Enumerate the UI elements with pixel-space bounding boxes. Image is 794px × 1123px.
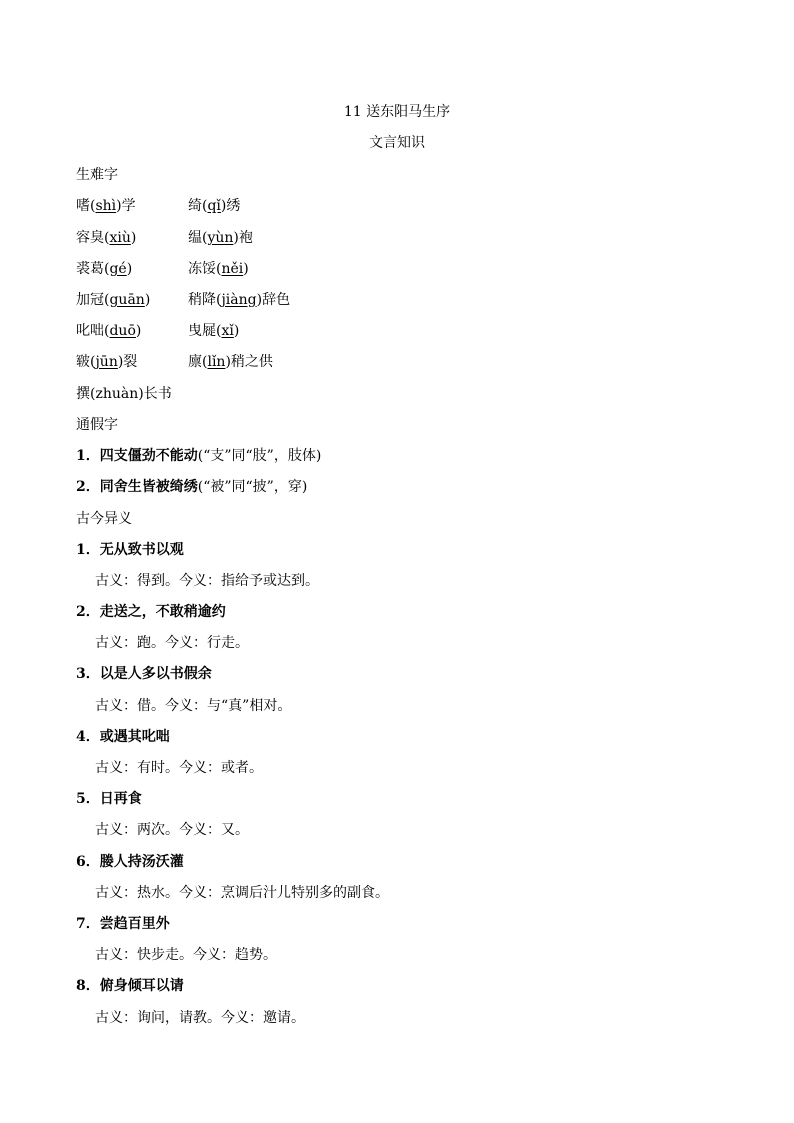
rare-char-left: 撰(zhuàn)长书: [76, 386, 172, 402]
rare-char-right: 缊(yùn)袍: [188, 230, 253, 246]
gujin-meaning: 古义：询问，请教。今义：邀请。: [95, 1010, 305, 1026]
gujin-phrase: 4．或遇其叱咄: [76, 729, 170, 745]
lesson-title: 11 送东阳马生序: [343, 104, 451, 120]
gujin-phrase: 3．以是人多以书假余: [76, 666, 212, 682]
gujin-meaning: 古义：两次。今义：又。: [95, 822, 249, 838]
pinyin: lǐn: [207, 354, 226, 370]
gujin-phrase: 7．尝趋百里外: [76, 916, 170, 932]
rare-char-left: 嗜(shì)学: [76, 198, 136, 214]
pinyin: duō: [109, 323, 136, 339]
pinyin: něi: [221, 261, 244, 277]
rare-char-left: 容臭(xiù): [76, 230, 137, 246]
pinyin: guān: [109, 292, 145, 308]
rare-char-right: 廪(lǐn)稍之供: [188, 354, 273, 370]
tongjia-item: 1．四支僵劲不能动(“支”同“肢”，肢体): [76, 448, 322, 464]
rare-char-left: 裘葛(gé): [76, 261, 133, 277]
gujin-heading: 古今异义: [76, 511, 132, 527]
gujin-meaning: 古义：热水。今义：烹调后汁儿特别多的副食。: [95, 885, 389, 901]
pinyin: xiù: [109, 230, 131, 246]
pinyin: qǐ: [207, 198, 221, 214]
gujin-meaning: 古义：快步走。今义：趋势。: [95, 947, 277, 963]
section-title: 文言知识: [369, 135, 425, 151]
gujin-meaning: 古义：借。今义：与“真”相对。: [95, 698, 292, 714]
tongjia-item: 2．同舍生皆被绮绣(“被”同“披”，穿): [76, 479, 308, 495]
pinyin: yùn: [207, 230, 234, 246]
rare-char-left: 皲(jūn)裂: [76, 354, 138, 370]
rare-char-left: 加冠(guān): [76, 292, 151, 308]
pinyin: jūn: [95, 354, 118, 370]
gujin-meaning: 古义：有时。今义：或者。: [95, 760, 263, 776]
rare-char-left: 叱咄(duō): [76, 323, 142, 339]
rare-chars-heading: 生难字: [76, 167, 118, 183]
rare-char-right: 绮(qǐ)绣: [188, 198, 241, 214]
pinyin: jiàng: [221, 292, 257, 308]
gujin-meaning: 古义：得到。今义：指给予或达到。: [95, 573, 319, 589]
pinyin: gé: [109, 261, 127, 277]
pinyin: xǐ: [221, 323, 234, 339]
gujin-phrase: 1．无从致书以观: [76, 542, 184, 558]
rare-char-right: 冻馁(něi): [188, 261, 249, 277]
tongjia-heading: 通假字: [76, 417, 118, 433]
gujin-phrase: 2．走送之，不敢稍逾约: [76, 604, 226, 620]
rare-char-right: 稍降(jiàng)辞色: [188, 292, 291, 308]
gujin-phrase: 6．媵人持汤沃灌: [76, 854, 184, 870]
gujin-meaning: 古义：跑。今义：行走。: [95, 635, 249, 651]
pinyin: shì: [95, 198, 117, 214]
rare-char-right: 曳屣(xǐ): [188, 323, 240, 339]
gujin-phrase: 8．俯身倾耳以请: [76, 978, 184, 994]
gujin-phrase: 5．日再食: [76, 791, 142, 807]
